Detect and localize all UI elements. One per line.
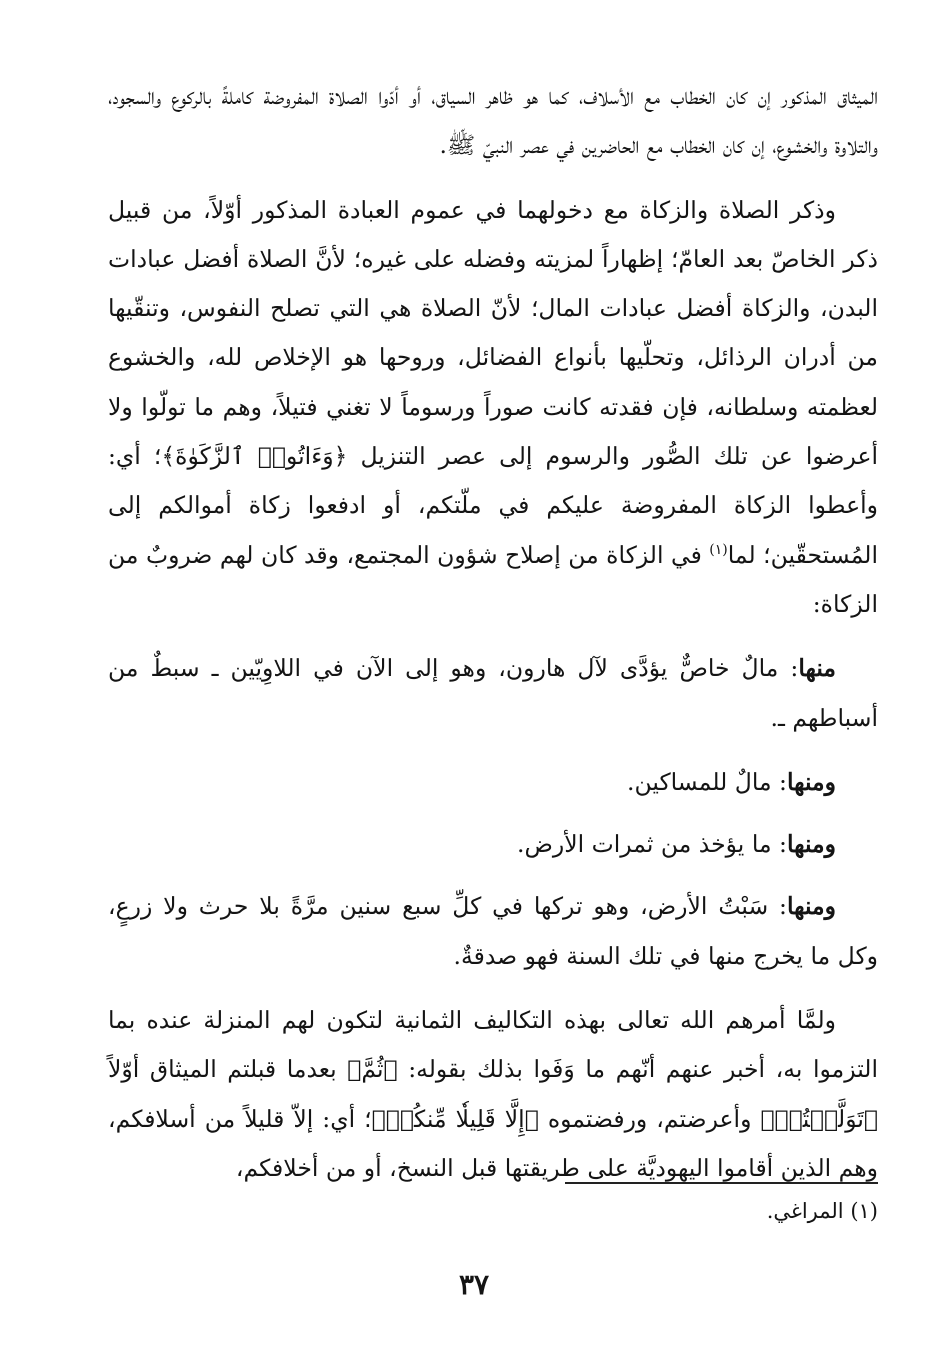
main-text: [108, 72, 878, 1208]
paragraph-text: : ما يؤخذ من ثمرات الأرض.: [517, 830, 787, 859]
paragraph-text: : مالٌ خاصٌّ يؤدَّى لآل هارون، وهو إلى الآن في اللاوِيّين ـ سبطٌ من أسباطهم ـ.: [108, 654, 878, 732]
item-lead: ومنها: [786, 892, 836, 921]
item-lead: ومنها: [786, 830, 836, 859]
paragraph-text: : مالٌ للمساكين.: [627, 767, 787, 796]
paragraph-text-continued: في الزكاة من إصلاح شؤون المجتمع، وقد كان لهم ضروبٌ من الزكاة:: [108, 540, 878, 618]
footnote: (١) المراغي.: [766, 1199, 878, 1223]
paragraph-text: وذكر الصلاة والزكاة مع دخولهما في عموم العبادة المذكور أوّلاً، من قبيل ذكر الخاصّ بعد العامّ؛ إظهاراً لمزيته وفضله على غيره؛ لأنَّ الصلاة أفضل عبادات البدن، والزكاة أفضل عبادات المال؛ لأنّ الصلاة هي التي تصلح النفوس، وتنقّيها من أدران الرذائل، وتحلّيها بأنواع الفضائل، وروحها هو الإخلاص لله، والخشوع لعظمته وسلطانه، فإن فقدته كانت صوراً ورسوماً لا تغني فتيلاً، وهم ما تولّوا ولا أعرضوا عن تلك الصُّور والرسوم إلى عصر التنزيل ﴿وَءَاتُوا۟ ٱلزَّكَوٰةَ﴾؛ أي: وأعطوا الزكاة المفروضة عليكم في ملّتكم، أو ادفعوا زكاة أموالكم إلى المُستحقّين؛ لما: [108, 195, 878, 569]
paragraph-3: [108, 644, 878, 743]
footnote-separator: [565, 1182, 878, 1184]
paragraph-5: [108, 820, 878, 869]
paragraph-text: ولمَّا أمرهم الله تعالى بهذه التكاليف الثمانية لتكون لهم المنزلة عنده بما التزموا به، أخبر عنهم أنّهم ما وَفَوا بذلك بقوله: ﴿ثُمَّ﴾ بعدما قبلتم الميثاق أوّلاً ﴿تَوَلَّيۡتُمۡ﴾ وأعرضتم، ورفضتموه ﴿إِلَّا قَلِيلٗا مِّنكُمۡ﴾؛ أي: إلاّ قليلاً من أسلافكم، وهم الذين أقاموا اليهوديَّة على طريقتها قبل النسخ، أو من أخلافكم،: [108, 1006, 878, 1182]
paragraph-4: [108, 758, 878, 807]
item-lead: ومنها: [786, 767, 836, 796]
footnote-reference[interactable]: (١): [709, 541, 728, 558]
paragraph-1: [108, 72, 878, 171]
page-number: ٣٧: [458, 1268, 490, 1301]
paragraph-6: [108, 882, 878, 981]
paragraph-text: : سَبْتُ الأرض، وهو تركها في كلِّ سبع سنين مرَّةً بلا حرث ولا زرعٍ، وكل ما يخرج منها في تلك السنة فهو صدقةٌ.: [108, 892, 878, 970]
paragraph-7: [108, 996, 878, 1193]
paragraph-2: [108, 186, 878, 630]
paragraph-text: الميثاق المذكور إن كان الخطاب مع الأسلاف، كما هو ظاهر السياق، أو أدّوا الصلاة المفروضة كاملةً بالركوع والسجود، والتلاوة والخشوع، إن كان الخطاب مع الحاضرين في عصر النبيّ ﷺ.: [108, 82, 878, 160]
item-lead: منها: [798, 654, 836, 683]
